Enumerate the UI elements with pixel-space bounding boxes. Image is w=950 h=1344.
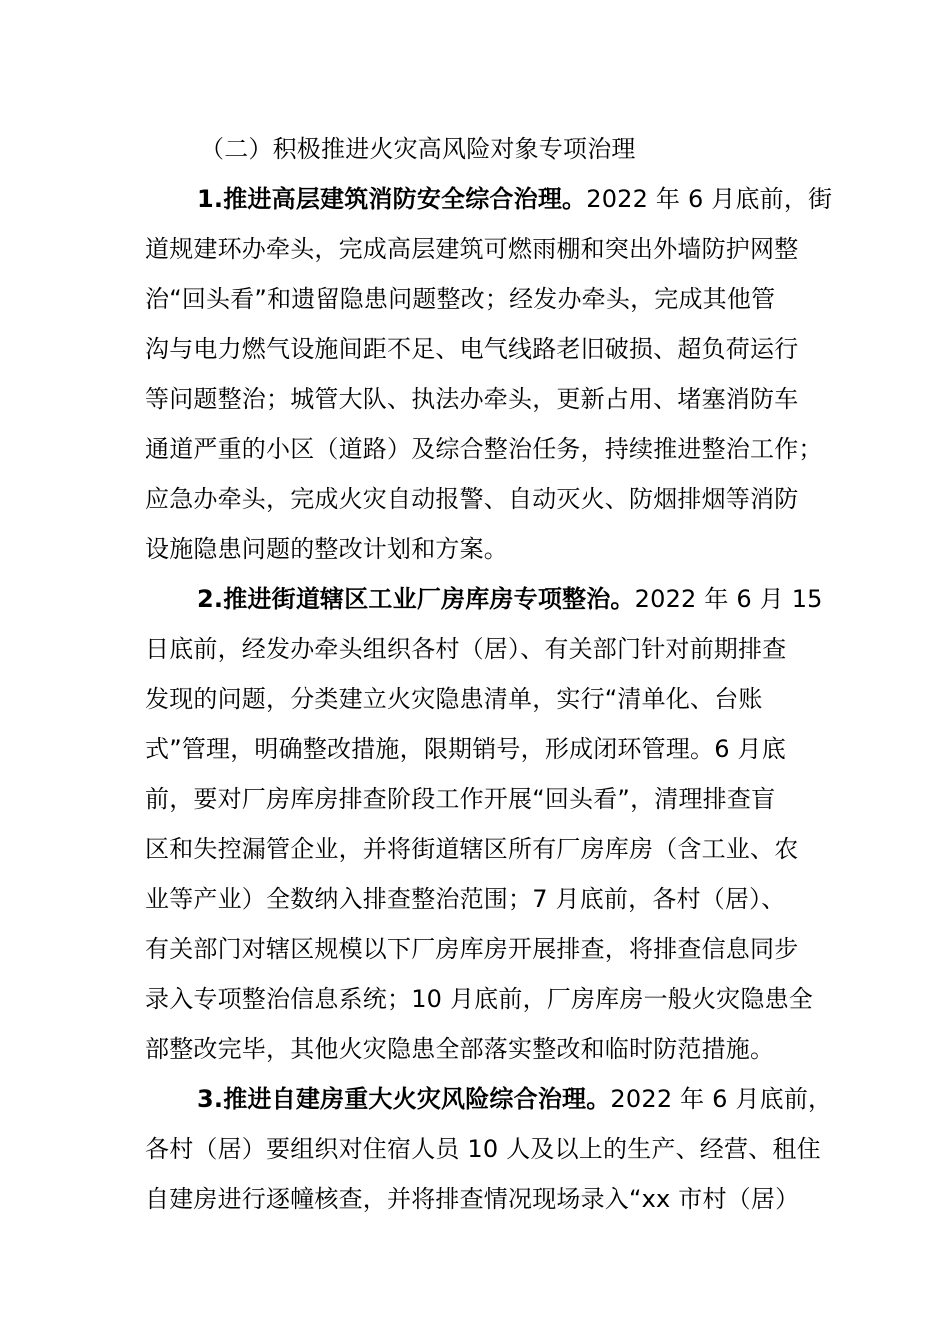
item-text: 2022 年 6 月底前，	[610, 1085, 833, 1113]
paragraph-first-line	[197, 184, 833, 214]
section-heading: （二）积极推进火灾高风险对象专项治理	[200, 135, 636, 163]
paragraph-line: 自建房进行逐幢核查，并将排查情况现场录入“xx 市村（居）	[145, 1185, 800, 1213]
paragraph-line: 应急办牵头，完成火灾自动报警、自动灭火、防烟排烟等消防	[145, 485, 799, 513]
paragraph-first-line	[197, 1084, 833, 1114]
paragraph-line: 部整改完毕，其他火灾隐患全部落实整改和临时防范措施。	[145, 1035, 775, 1063]
paragraph-line: 有关部门对辖区规模以下厂房库房开展排查，将排查信息同步	[145, 935, 799, 963]
paragraph-line: 业等产业）全数纳入排查整治范围；7 月底前，各村（居）、	[145, 885, 786, 913]
paragraph-first-line	[197, 584, 823, 614]
paragraph-line: 区和失控漏管企业，并将街道辖区所有厂房库房（含工业、农	[145, 835, 799, 863]
paragraph-line: 日底前，经发办牵头组织各村（居）、有关部门针对前期排查	[145, 635, 787, 663]
paragraph-line: 等问题整治；城管大队、执法办牵头，更新占用、堵塞消防车	[145, 385, 799, 413]
paragraph-line: 录入专项整治信息系统；10 月底前，厂房库房一般火灾隐患全	[145, 985, 813, 1013]
paragraph-line: 前，要对厂房库房排查阶段工作开展“回头看”，清理排查盲	[145, 785, 776, 813]
item-title: 2.推进街道辖区工业厂房库房专项整治。	[197, 585, 635, 613]
item-title: 3.推进自建房重大火灾风险综合治理。	[197, 1085, 611, 1113]
item-text: 2022 年 6 月底前，街	[586, 185, 833, 213]
paragraph-line: 治“回头看”和遗留隐患问题整改；经发办牵头，完成其他管	[145, 285, 776, 313]
paragraph-line: 沟与电力燃气设施间距不足、电气线路老旧破损、超负荷运行	[145, 335, 799, 363]
paragraph-line: 设施隐患问题的整改计划和方案。	[145, 535, 508, 563]
paragraph-line: 发现的问题，分类建立火灾隐患清单，实行“清单化、台账	[145, 685, 763, 713]
item-title: 1.推进高层建筑消防安全综合治理。	[197, 185, 587, 213]
paragraph-line: 式”管理，明确整改措施，限期销号，形成闭环管理。6 月底	[145, 735, 786, 763]
paragraph-line: 道规建环办牵头，完成高层建筑可燃雨棚和突出外墙防护网整	[145, 235, 799, 263]
paragraph-line: 通道严重的小区（道路）及综合整治任务，持续推进整治工作；	[145, 435, 823, 463]
paragraph-line: 各村（居）要组织对住宿人员 10 人及以上的生产、经营、租住	[145, 1135, 821, 1163]
item-text: 2022 年 6 月 15	[634, 585, 823, 613]
